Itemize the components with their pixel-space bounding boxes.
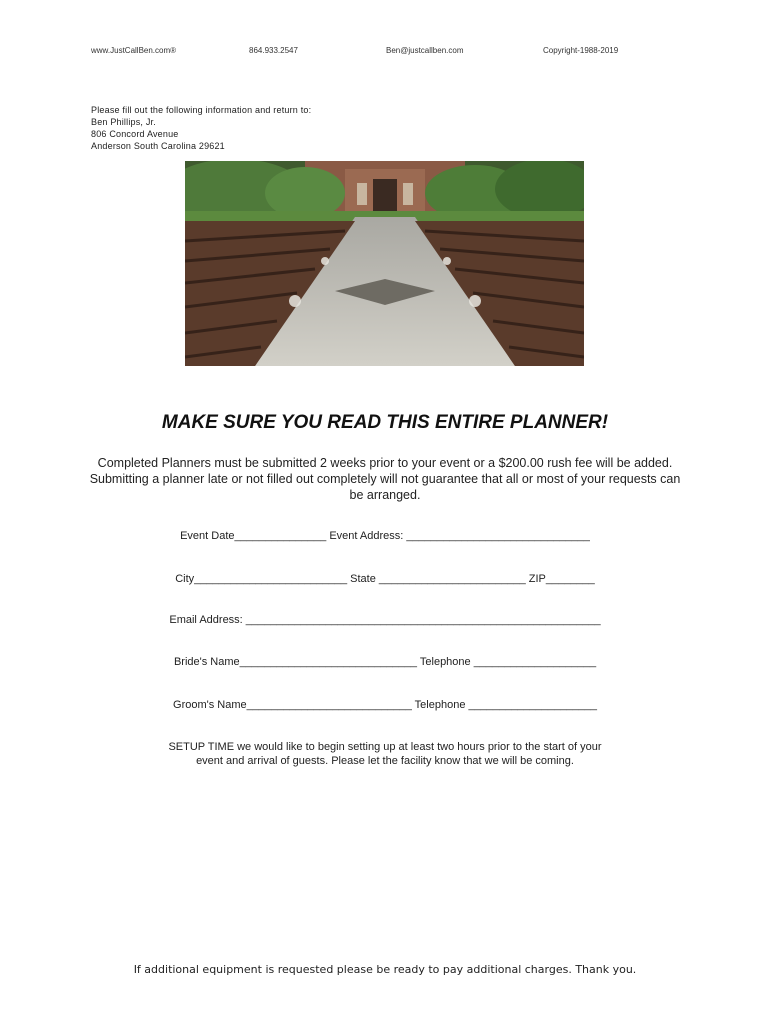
header-email[interactable]: Ben@justcallben.com <box>386 46 464 55</box>
header-phone[interactable]: 864.933.2547 <box>249 46 298 55</box>
header-copyright: Copyright-1988-2019 <box>543 46 619 55</box>
groom-name-telephone-field[interactable]: Groom's Name___________________________ Telephone _____________________ <box>173 699 597 711</box>
header-website[interactable]: www.JustCallBen.com® <box>91 46 177 55</box>
planner-title: MAKE SURE YOU READ THIS ENTIRE PLANNER! <box>161 412 609 433</box>
city-state-zip-field[interactable]: City_________________________ State ________________________ ZIP________ <box>175 573 595 585</box>
return-address-city: Anderson South Carolina 29621 <box>91 141 225 151</box>
return-address-street: 806 Concord Avenue <box>91 129 179 139</box>
setup-time-note: SETUP TIME we would like to begin setting up at least two hours prior to the start of your event and arrival of guests. Please let the facility know that we will be coming. <box>168 741 602 767</box>
return-address-name: Ben Phillips, Jr. <box>91 117 156 127</box>
event-date-address-field[interactable]: Event Date_______________ Event Address: ______________________________ <box>180 530 590 542</box>
email-address-field[interactable]: Email Address: __________________________________________________________ <box>169 614 601 626</box>
ceremony-venue-photo <box>185 161 584 366</box>
bride-name-telephone-field[interactable]: Bride's Name_____________________________ Telephone ____________________ <box>173 656 597 668</box>
submission-notice: Completed Planners must be submitted 2 weeks prior to your event or a $200.00 rush fee will be added. Submitting a planner late or not filled out completely will not guarantee that all or most of your requests can be arranged. <box>89 456 681 502</box>
return-address <box>91 104 311 152</box>
footer-note: If additional equipment is requested please be ready to pay additional charges. Thank you. <box>133 963 637 976</box>
return-address-intro: Please fill out the following information and return to: <box>91 105 312 115</box>
